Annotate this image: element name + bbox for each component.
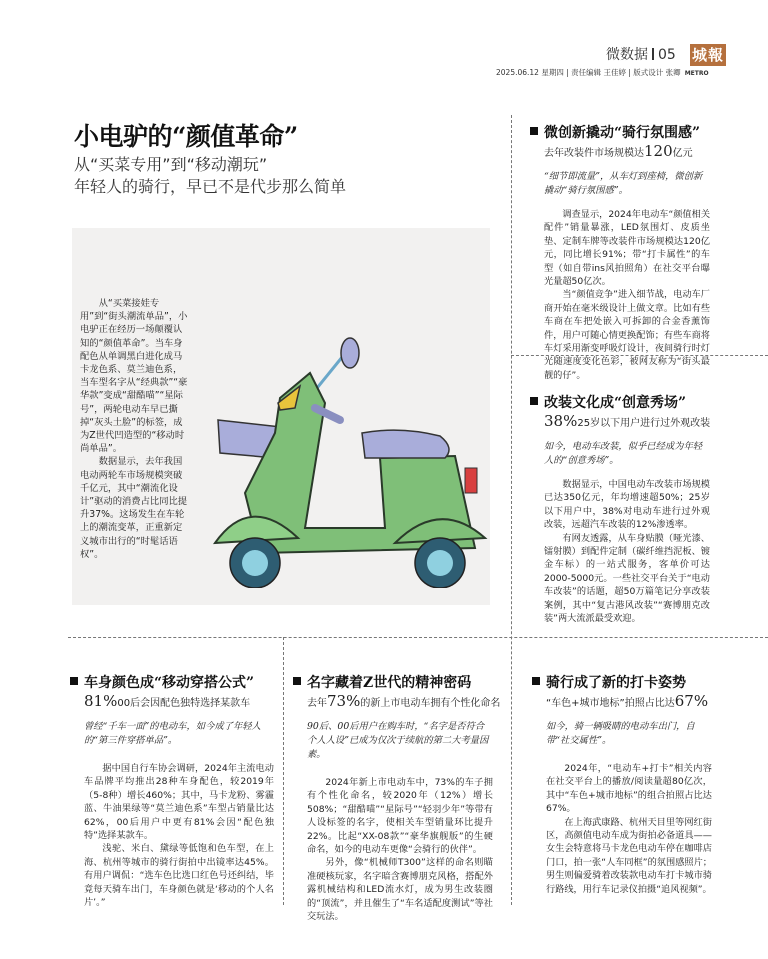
scooter-illustration xyxy=(200,328,490,588)
article-naming xyxy=(293,672,501,923)
article-deck: “车色+城市地标”拍照占比达67% xyxy=(546,692,709,710)
column-divider xyxy=(511,115,512,905)
article-deck: 38%25岁以下用户进行过外观改装 xyxy=(544,412,711,430)
article-body: 调查显示，2024年电动车“颜值相关配件”销量暴涨，LED氛围灯、皮质坐垫、定制车牌等改装件市场规模达120亿元，同比增长91%；带“打卡属性”的车型（如自带ins风拍照角）在社交平台曝光量超50亿次。 当“颜值竞争”进入细节战，电动车厂商开始在毫米级设计上做文章。比如有些车商在车把处嵌入可拆卸的合金香薰饰件，用户可随心情更换配饰；有些车商将车灯采用渐变呼吸灯设计，夜间骑行时灯光随速度变化色彩，被网友称为“街头最靓的仔”。 xyxy=(544,209,710,381)
article-lead: “细节即流量”，从车灯到座椅，微创新撬动“骑行氛围感”。 xyxy=(544,171,703,196)
article-lead: 如今，电动车改装，似乎已经成为年轻人的“创意秀场”。 xyxy=(544,441,703,466)
article-micro-innovation xyxy=(530,122,710,382)
article-body: 2024年，“电动车+打卡”相关内容在社交平台上的播放/阅读量超80亿次，其中“车色+城市地标”的组合拍照占比达67%。 在上海武康路、杭州天目里等网红街区，高颜值电动车成为街拍必备道具——女生会特意将马卡龙色电动车停在咖啡店门口，拍一张“人车同框”的氛围感照片；男生则偏爱骑着改装款电动车打卡城市骑行路线，用行车记录仪拍摄“追风视频”。 xyxy=(546,763,712,895)
column-divider xyxy=(283,637,284,905)
article-body: 数据显示，中国电动车改装市场规模已达350亿元，年均增速超50%；25岁以下用户中，38%对电动车进行过外观改装，远超汽车改装的12%渗透率。 有网友透露，从车身贴膜（哑光漆、镭射膜）到配件定制（碳纤维挡泥板、镀金车标）的一站式服务，客单价可达2000-5000元。一些社交平台关于“电动车改装”的话题，超50万篇笔记分享改装案例，其中“复古港风改装”“赛博朋克改装”两大流派最受欢迎。 xyxy=(544,479,710,625)
article-modding-culture xyxy=(530,392,710,625)
article-deck: 81%00后会因配色独特选择某款车 xyxy=(84,692,251,710)
article-heading: 微创新撬动“骑行氛围感” xyxy=(530,122,710,142)
article-body-color xyxy=(84,672,274,909)
article-heading: 名字藏着Z世代的精神密码 xyxy=(293,672,493,692)
article-lead: 如今，骑一辆吸睛的电动车出门，自带“社交属性”。 xyxy=(546,721,695,746)
article-heading: 骑行成了新的打卡姿势 xyxy=(532,672,712,692)
page-title: 小电驴的“颜值革命” xyxy=(74,122,298,151)
article-deck: 去年73%的新上市电动车拥有个性化命名 xyxy=(307,692,501,710)
date-line: 2025.06.12 星期四 | 责任编辑 王佳婷 | 版式设计 张卿 METRO xyxy=(496,68,709,77)
article-body: 2024年新上市电动车中，73%的车子拥有个性化命名，较2020年（12%）增长508%；“甜酷喵”“星际号”“轻羽少年”等带有人设标签的名字，使相关车型销量环比提升22%。比起“XX-08款”“豪华旗舰版”的生硬命名，如今的电动车更像“会骑行的伙伴”。 另外，像“机械师T300”这样的命名则瞄准硬核玩家，名字暗含赛博朋克风格，搭配外露机械结构和LED流水灯，成为男生改装圈的“顶流”，并且催生了“车名适配度测试”等社交玩法。 xyxy=(307,777,493,923)
subtitle-1: 从“买菜专用”到“移动潮玩” xyxy=(74,155,268,174)
article-lead: 90后、00后用户在购车时，“名字是否符合个人人设”已成为仅次于续航的第二大考量因素。 xyxy=(307,721,489,760)
section-divider xyxy=(68,637,768,638)
article-body: 据中国自行车协会调研，2024年主流电动车品牌平均推出28种车身配色，较2019年（5-8种）增长460%；其中，马卡龙粉、雾霾蓝、牛油果绿等“莫兰迪色系”车型占销量比达62%，00后用户中更有81%会因“配色独特”选择某款车。 浅驼、米白、黛绿等低饱和色车型，在上海、杭州等城市的骑行街拍中出镜率达45%。有用户调侃：“选车色比选口红色号还纠结，毕竟每天骑车出门，车身颜色就是‘移动的个人名片’。” xyxy=(84,763,274,909)
article-deck: 去年改装件市场规模达120亿元 xyxy=(544,142,693,160)
article-heading: 改装文化成“创意秀场” xyxy=(530,392,710,412)
article-heading: 车身颜色成“移动穿搭公式” xyxy=(84,672,274,692)
intro-text: 从“买菜接娃专用”到“街头潮流单品”，小电驴正在经历一场颠覆认知的“颜值革命”。当车身配色从单调黑白进化成马卡龙色系、莫兰迪色系，当车型名字从“经典款”“豪华款”变成“甜酷喵”“星际号”，两轮电动车早已撕掉“灰头土脸”的标签，成为Z世代凹造型的“移动时尚单品”。 数据显示，去年我国电动两轮车市场规模突破千亿元，其中“潮流化设计”驱动的消费占比同比提升37%。这场发生在车轮上的潮流变革，正重新定义城市出行的“时髦话语权”。 xyxy=(80,298,188,560)
article-lead: 曾经“千车一面”的电动车，如今成了年轻人的“第三件穿搭单品”。 xyxy=(84,721,261,746)
newspaper-logo: 城報 xyxy=(691,46,724,64)
section-name: 微数据 05 xyxy=(606,47,676,63)
subtitle-2: 年轻人的骑行，早已不是代步那么简单 xyxy=(74,177,347,196)
page-number: 05 xyxy=(658,47,676,63)
article-checkin xyxy=(532,672,712,896)
